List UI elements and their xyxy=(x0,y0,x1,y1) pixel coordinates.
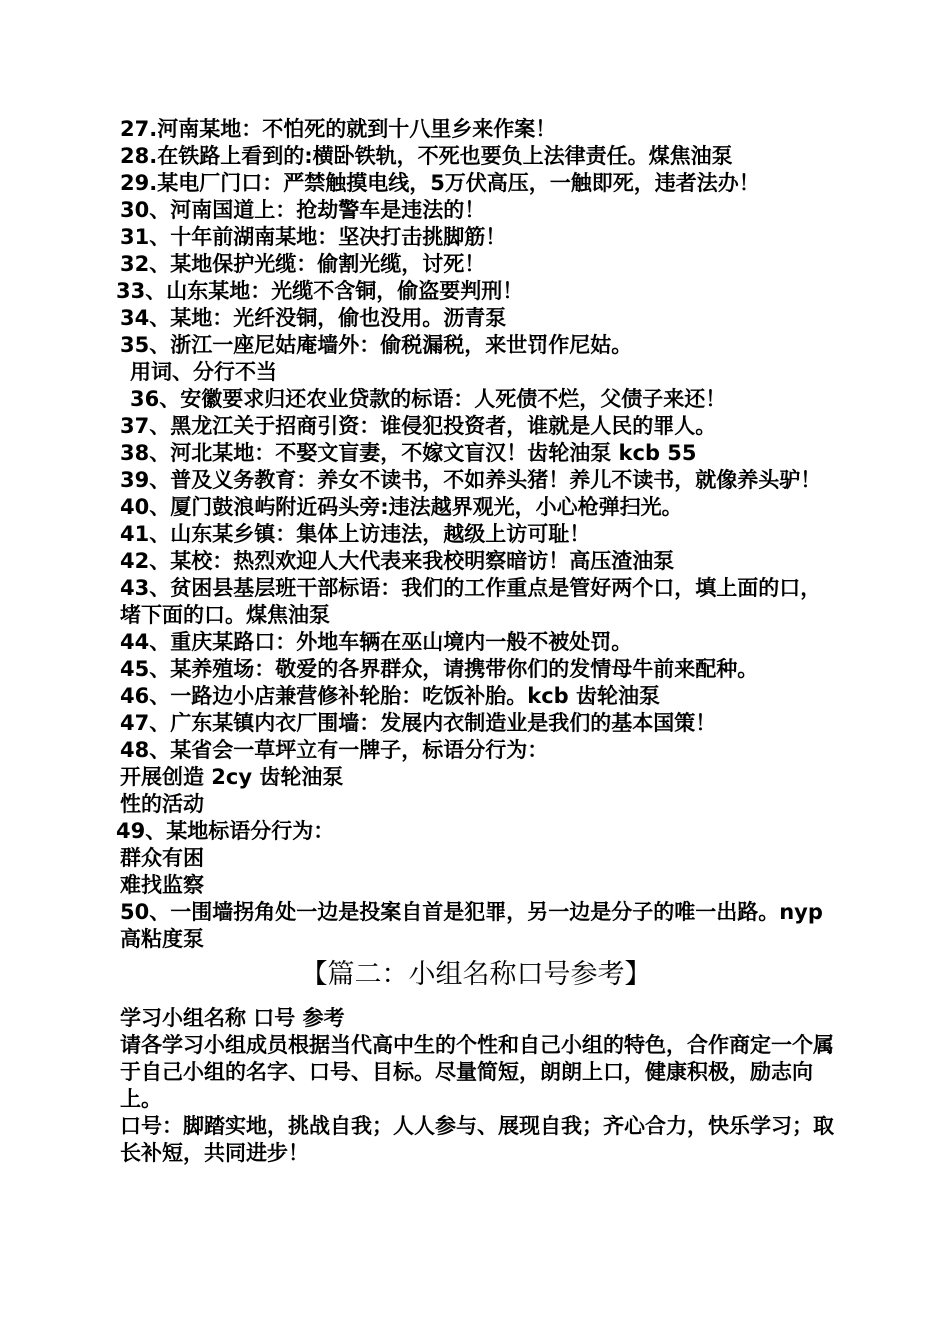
text-line: 难找监察 xyxy=(120,873,204,897)
text-line: 42、某校：热烈欢迎人大代表来我校明察暗访！高压渣油泵 xyxy=(120,549,675,573)
text-line: 开展创造 2cy 齿轮油泵 xyxy=(120,765,344,789)
text-line: 46、一路边小店兼营修补轮胎：吃饭补胎。kcb 齿轮油泵 xyxy=(120,684,660,708)
text-line: 请各学习小组成员根据当代高中生的个性和自己小组的特色，合作商定一个属于自己小组的名字、口号、目标。尽量简短，朗朗上口，健康积极，励志向上。 xyxy=(120,1033,834,1111)
text-line: 学习小组名称 口号 参考 xyxy=(120,1006,345,1030)
text-line: 31、十年前湖南某地：坚决打击挑脚筋！ xyxy=(120,225,507,249)
text-line: 43、贫困县基层班干部标语：我们的工作重点是管好两个口，填上面的口，堵下面的口。煤焦油泵 xyxy=(120,576,822,627)
text-line: 44、重庆某路口：外地车辆在巫山境内一般不被处罚。 xyxy=(120,630,633,654)
section-heading: 【篇二：小组名称口号参考】 xyxy=(300,959,652,990)
text-line: 35、浙江一座尼姑庵墙外：偷税漏税，来世罚作尼姑。 xyxy=(120,333,633,357)
text-line: 29.某电厂门口：严禁触摸电线，5万伏高压，一触即死，违者法办！ xyxy=(120,171,760,195)
text-line: 36、安徽要求归还农业贷款的标语：人死债不烂，父债子来还！ xyxy=(130,387,727,411)
text-line: 28.在铁路上看到的:横卧铁轨，不死也要负上法律责任。煤焦油泵 xyxy=(120,144,733,168)
text-line: 性的活动 xyxy=(120,792,204,816)
text-line: 40、厦门鼓浪屿附近码头旁:违法越界观光，小心枪弹扫光。 xyxy=(120,495,683,519)
text-line: 27.河南某地：不怕死的就到十八里乡来作案！ xyxy=(120,117,557,141)
slogan-list xyxy=(116,116,836,953)
text-line: 39、普及义务教育：养女不读书，不如养头猪！养儿不读书，就像养头驴！ xyxy=(120,468,822,492)
text-line: 群众有困 xyxy=(120,846,204,870)
text-line: 口号：脚踏实地，挑战自我；人人参与、展现自我；齐心合力，快乐学习；取长补短，共同进步！ xyxy=(120,1114,834,1165)
text-line: 45、某养殖场：敬爱的各界群众，请携带你们的发情母牛前来配种。 xyxy=(120,657,759,681)
text-line: 37、黑龙江关于招商引资：谁侵犯投资者，谁就是人民的罪人。 xyxy=(120,414,717,438)
text-line: 50、一围墙拐角处一边是投案自首是犯罪，另一边是分子的唯一出路。nyp 高粘度泵 xyxy=(120,900,823,951)
text-line: 用词、分行不当 xyxy=(130,360,277,384)
text-line: 33、山东某地：光缆不含铜，偷盗要判刑！ xyxy=(116,279,524,303)
text-line: 41、山东某乡镇：集体上访违法，越级上访可耻！ xyxy=(120,522,591,546)
text-line: 47、广东某镇内衣厂围墙：发展内衣制造业是我们的基本国策！ xyxy=(120,711,717,735)
text-line: 34、某地：光纤没铜，偷也没用。沥青泵 xyxy=(120,306,507,330)
text-line: 30、河南国道上：抢劫警车是违法的！ xyxy=(120,198,486,222)
spacer xyxy=(116,997,836,1005)
text-line: 38、河北某地：不娶文盲妻，不嫁文盲汉！齿轮油泵 kcb 55 xyxy=(120,441,697,465)
text-line: 49、某地标语分行为： xyxy=(116,819,335,843)
text-line: 48、某省会一草坪立有一牌子，标语分行为： xyxy=(120,738,549,762)
group-name-section xyxy=(116,1005,836,1167)
text-line: 32、某地保护光缆：偷割光缆，讨死！ xyxy=(120,252,486,276)
document-body xyxy=(116,116,836,1167)
